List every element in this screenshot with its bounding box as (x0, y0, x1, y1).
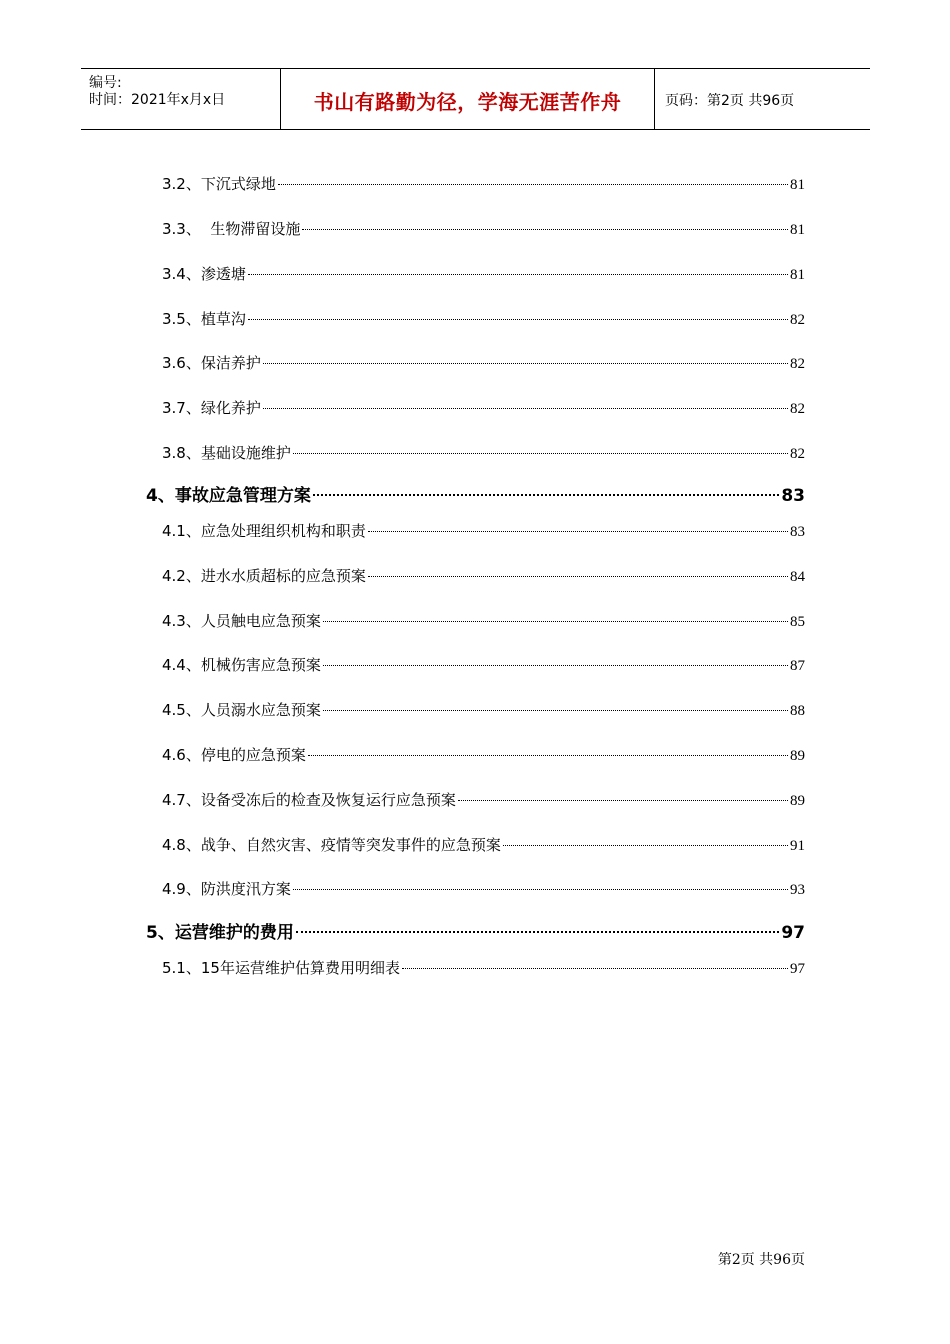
toc-entry-page: 82 (790, 446, 805, 462)
page-footer-number: 第2页 共96页 (717, 1252, 805, 1268)
toc-entry[interactable] (162, 443, 805, 464)
toc-dot-leader (278, 184, 788, 185)
toc-entry[interactable] (162, 655, 805, 676)
toc-dot-leader (323, 621, 788, 622)
toc-entry-title: 3.3、 生物滞留设施 (162, 220, 301, 238)
toc-entry-page: 91 (790, 838, 805, 854)
toc-entry-title: 5.1、15年运营维护估算费用明细表 (162, 959, 400, 977)
toc-entry-title: 4.1、应急处理组织机构和职责 (162, 522, 366, 540)
toc-section-entry[interactable] (146, 923, 805, 943)
toc-entry-page: 83 (790, 524, 805, 540)
toc-entry-page: 82 (790, 312, 805, 328)
header-page-info: 页码：第2页 共96页 (665, 93, 795, 109)
toc-dot-leader (293, 453, 788, 454)
toc-dot-leader (296, 931, 779, 933)
toc-entry-title: 3.5、植草沟 (162, 310, 246, 328)
toc-entry[interactable] (162, 700, 805, 721)
document-number-label: 编号: (89, 75, 122, 91)
toc-entry-title: 3.6、保洁养护 (162, 354, 261, 372)
toc-entry[interactable] (162, 879, 805, 900)
toc-entry[interactable] (162, 353, 805, 374)
toc-dot-leader (263, 408, 788, 409)
toc-entry-title: 4.2、进水水质超标的应急预案 (162, 567, 366, 585)
toc-entry-page: 88 (790, 703, 805, 719)
toc-entry-page: 81 (790, 177, 805, 193)
toc-dot-leader (323, 665, 788, 666)
toc-entry-page: 82 (790, 356, 805, 372)
toc-entry-title: 4.6、停电的应急预案 (162, 746, 306, 764)
toc-entry[interactable] (162, 309, 805, 330)
toc-entry-title: 3.4、渗透塘 (162, 265, 246, 283)
toc-dot-leader (458, 800, 788, 801)
toc-dot-leader (248, 319, 788, 320)
toc-entry-title: 3.2、下沉式绿地 (162, 175, 276, 193)
toc-dot-leader (293, 889, 788, 890)
toc-dot-leader (368, 576, 788, 577)
toc-entry-page: 89 (790, 748, 805, 764)
toc-entry-title: 3.7、绿化养护 (162, 399, 261, 417)
toc-entry[interactable] (162, 398, 805, 419)
toc-dot-leader (248, 274, 788, 275)
toc-section-entry[interactable] (146, 486, 805, 506)
toc-dot-leader (368, 531, 788, 532)
toc-section-page: 97 (781, 923, 805, 943)
toc-section-title: 5、运营维护的费用 (146, 923, 294, 943)
toc-entry[interactable] (162, 958, 805, 979)
toc-dot-leader (503, 845, 788, 846)
toc-entry-title: 4.8、战争、自然灾害、疫情等突发事件的应急预案 (162, 836, 501, 854)
toc-dot-leader (402, 968, 788, 969)
toc-entry-page: 81 (790, 267, 805, 283)
toc-entry-page: 82 (790, 401, 805, 417)
toc-entry-title: 4.4、机械伤害应急预案 (162, 656, 321, 674)
toc-entry-page: 84 (790, 569, 805, 585)
toc-entry[interactable] (162, 790, 805, 811)
toc-dot-leader (263, 363, 788, 364)
toc-section-page: 83 (781, 486, 805, 506)
toc-entry-title: 4.3、人员触电应急预案 (162, 612, 321, 630)
toc-entry-title: 4.7、设备受冻后的检查及恢复运行应急预案 (162, 791, 456, 809)
toc-entry[interactable] (162, 745, 805, 766)
toc-entry[interactable] (162, 219, 805, 240)
toc-dot-leader (308, 755, 788, 756)
toc-entry-page: 87 (790, 658, 805, 674)
toc-entry[interactable] (162, 174, 805, 195)
toc-dot-leader (313, 494, 779, 496)
toc-entry-title: 4.5、人员溺水应急预案 (162, 701, 321, 719)
toc-dot-leader (323, 710, 788, 711)
toc-entry-page: 97 (790, 961, 805, 977)
toc-entry-page: 89 (790, 793, 805, 809)
toc-entry[interactable] (162, 611, 805, 632)
toc-entry[interactable] (162, 835, 805, 856)
toc-entry[interactable] (162, 264, 805, 285)
toc-dot-leader (302, 229, 788, 230)
toc-entry[interactable] (162, 521, 805, 542)
toc-entry-page: 85 (790, 614, 805, 630)
toc-entry-title: 3.8、基础设施维护 (162, 444, 291, 462)
toc-entry-page: 93 (790, 882, 805, 898)
document-date-label: 时间：2021年x月x日 (89, 92, 226, 108)
toc-entry-title: 4.9、防洪度汛方案 (162, 880, 291, 898)
header-motto: 书山有路勤为径，学海无涯苦作舟 (313, 90, 622, 114)
toc-entry-page: 81 (790, 222, 805, 238)
toc-entry[interactable] (162, 566, 805, 587)
toc-section-title: 4、事故应急管理方案 (146, 486, 311, 506)
